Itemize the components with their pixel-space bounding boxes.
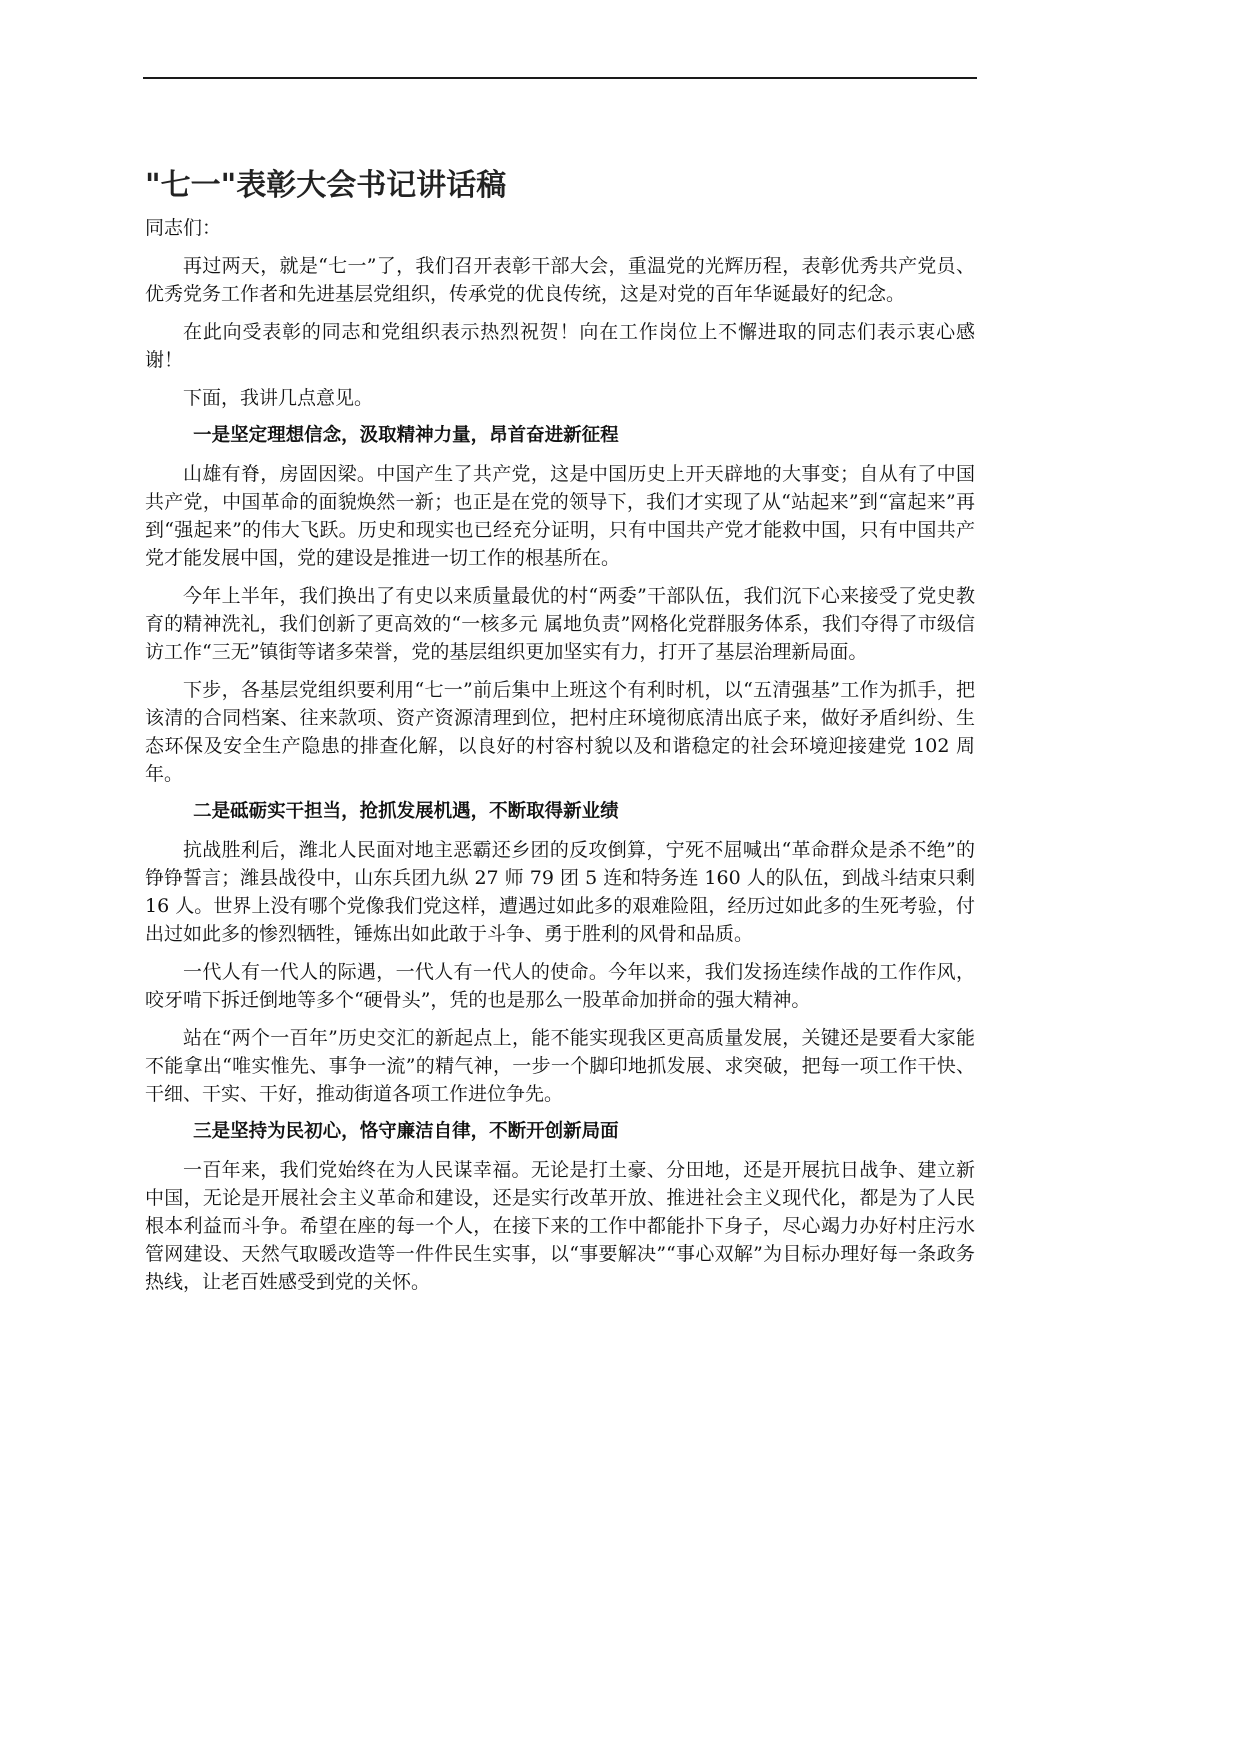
document-body (145, 166, 975, 1306)
document-title: "七一"表彰大会书记讲话稿 (145, 168, 507, 203)
salutation: 同志们： (145, 217, 222, 239)
header-rule (143, 77, 977, 79)
paragraph-1: 再过两天，就是“七一”了，我们召开表彰干部大会，重温党的光辉历程，表彰优秀共产党员、优秀党务工作者和先进基层党组织，传承党的优良传统，这是对党的百年华诞最好的纪念。 (145, 255, 975, 305)
paragraph-6: 下步，各基层党组织要利用“七一”前后集中上班这个有利时机，以“五清强基”工作为抓手，把该清的合同档案、往来款项、资产资源清理到位，把村庄环境彻底清出底子来，做好矛盾纠纷、生态环保及安全生产隐患的排查化解，以良好的村容村貌以及和谐稳定的社会环境迎接建党 102 周年。 (145, 679, 975, 785)
paragraph-10: 一百年来，我们党始终在为人民谋幸福。无论是打土豪、分田地，还是开展抗日战争、建立新中国，无论是开展社会主义革命和建设，还是实行改革开放、推进社会主义现代化，都是为了人民根本利益而斗争。希望在座的每一个人，在接下来的工作中都能扑下身子，尽心竭力办好村庄污水管网建设、天然气取暖改造等一件件民生实事，以“事要解决”“事心双解”为目标办理好每一条政务热线，让老百姓感受到党的关怀。 (145, 1159, 975, 1293)
paragraph-9: 站在“两个一百年”历史交汇的新起点上，能不能实现我区更高质量发展，关键还是要看大家能不能拿出“唯实惟先、事争一流”的精气神，一步一个脚印地抓发展、求突破，把每一项工作干快、干细、干实、干好，推动街道各项工作进位争先。 (145, 1027, 975, 1105)
paragraph-7: 抗战胜利后，潍北人民面对地主恶霸还乡团的反攻倒算，宁死不屈喊出“革命群众是杀不绝”的铮铮誓言；潍县战役中，山东兵团九纵 27 师 79 团 5 连和特务连 160 人的队伍，到战斗结束只剩 16 人。世界上没有哪个党像我们党这样，遭遇过如此多的艰难险阻，经历过如此多的生死考验，付出过如此多的惨烈牺牲，锤炼出如此敢于斗争、勇于胜利的风骨和品质。 (145, 839, 975, 945)
section-heading-1: 一是坚定理想信念，汲取精神力量，昂首奋进新征程 (193, 425, 619, 446)
paragraph-2: 在此向受表彰的同志和党组织表示热烈祝贺！向在工作岗位上不懈进取的同志们表示衷心感谢！ (145, 321, 975, 371)
paragraph-3: 下面，我讲几点意见。 (183, 387, 374, 409)
paragraph-4: 山雄有脊，房固因梁。中国产生了共产党，这是中国历史上开天辟地的大事变；自从有了中国共产党，中国革命的面貌焕然一新；也正是在党的领导下，我们才实现了从“站起来”到“富起来”再到“强起来”的伟大飞跃。历史和现实也已经充分证明，只有中国共产党才能救中国，只有中国共产党才能发展中国，党的建设是推进一切工作的根基所在。 (145, 463, 975, 569)
paragraph-5: 今年上半年，我们换出了有史以来质量最优的村“两委”干部队伍，我们沉下心来接受了党史教育的精神洗礼，我们创新了更高效的“一核多元 属地负责”网格化党群服务体系，我们夺得了市级信访工作“三无”镇街等诸多荣誉，党的基层组织更加坚实有力，打开了基层治理新局面。 (145, 585, 975, 663)
section-heading-2: 二是砥砺实干担当，抢抓发展机遇，不断取得新业绩 (193, 801, 619, 822)
paragraph-8: 一代人有一代人的际遇，一代人有一代人的使命。今年以来，我们发扬连续作战的工作作风，咬牙啃下拆迁倒地等多个“硬骨头”，凭的也是那么一股革命加拼命的强大精神。 (145, 961, 975, 1011)
section-heading-3: 三是坚持为民初心，恪守廉洁自律，不断开创新局面 (193, 1121, 619, 1142)
